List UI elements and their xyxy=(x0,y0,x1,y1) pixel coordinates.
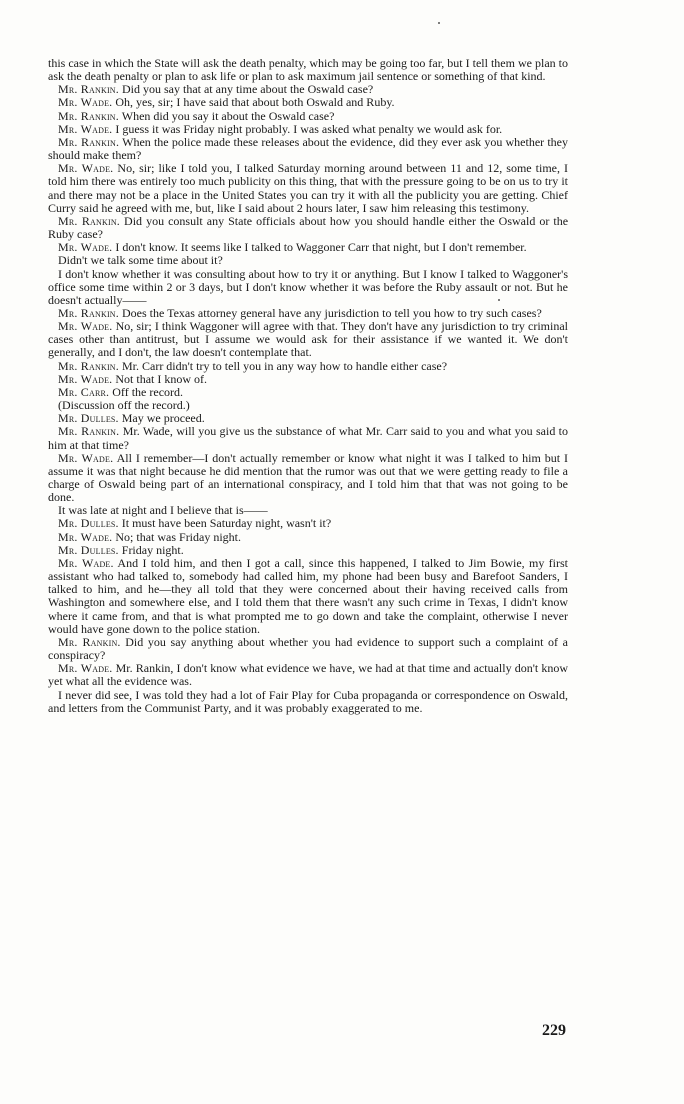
speech-text: No, sir; I think Waggoner will agree with that. They don't have any jurisdiction to try criminal cases other than antitrust, but I assume we would ask for their assistance if we wanted it. We don't generally, and I don't, the law doesn't contemplate that. xyxy=(48,319,569,360)
speaker-name: Mr. Wade. xyxy=(58,240,113,255)
speech-text: I don't know. It seems like I talked to Waggoner Carr that night, but I don't remember. xyxy=(115,240,527,255)
speech-text: (Discussion off the record.) xyxy=(58,398,190,413)
speech-text: Does the Texas attorney general have any jurisdiction to tell you how to try such cases? xyxy=(121,305,542,320)
speech-text: When did you say it about the Oswald case? xyxy=(121,108,335,123)
speaker-name: Mr. Dulles. xyxy=(58,411,119,426)
speaker-name: Mr. Wade. xyxy=(58,121,113,136)
speaker-name: Mr. Rankin. xyxy=(58,358,119,373)
speaker-name: Mr. Wade. xyxy=(58,371,113,386)
speaker-name: Mr. Carr. xyxy=(58,384,110,399)
speech-text: Mr. Wade, will you give us the substance of what Mr. Carr said to you and what you said to him at that time? xyxy=(48,424,569,452)
transcript-paragraph xyxy=(48,268,568,307)
speech-text: When the police made these releases about the evidence, did they ever ask you whether they should make them? xyxy=(48,134,568,163)
speech-text: Not that I know of. xyxy=(115,371,208,386)
transcript-paragraph xyxy=(48,689,568,715)
transcript-paragraph xyxy=(48,162,568,215)
speech-text: It must have been Saturday night, wasn't it? xyxy=(121,516,332,531)
speech-text: I never did see, I was told they had a lot of Fair Play for Cuba propaganda or correspondence on Oswald, and letters from the Communist Party, and it was probably exaggerated to me. xyxy=(48,687,568,715)
speech-text: All I remember—I don't actually remember or know what night it was I talked to him but I assume it was that night because he did mention that the rumor was out that we were getting ready to file a charge of Oswald being part of an international conspiracy, and I told him that that was not going to be done. xyxy=(48,450,569,505)
speaker-name: Mr. Rankin. xyxy=(58,424,120,439)
speaker-name: Mr. Rankin. xyxy=(58,634,121,649)
speech-text: Did you say anything about whether you had evidence to support such a complaint of a conspiracy? xyxy=(48,634,569,663)
speech-text: this case in which the State will ask the death penalty, which may be going too far, but I tell them we plan to ask the death penalty or plan to ask life or plan to ask maximum jail sentence or something of that kind. xyxy=(48,56,568,84)
speaker-name: Mr. Wade. xyxy=(58,161,114,176)
transcript-body xyxy=(48,57,568,715)
speech-text: I guess it was Friday night probably. I was asked what penalty we would ask for. xyxy=(115,121,503,136)
speech-text: No, sir; like I told you, I talked Saturday morning around between 11 and 12, some time, I told him there was entirely too much publicity on this thing, that with the pressure going to be on us to try it and there may not be a place in the United States you can try it with all the publicity you are getting. Chief Curry said he agreed with me, but, like I said about 2 hours later, I saw him releasing this testimony. xyxy=(48,161,569,215)
speech-text: Oh, yes, sir; I have said that about both Oswald and Ruby. xyxy=(115,95,395,110)
transcript-paragraph xyxy=(48,215,568,241)
transcript-paragraph xyxy=(48,57,568,83)
speaker-name: Mr. Wade. xyxy=(58,529,113,544)
speaker-name: Mr. Rankin. xyxy=(58,213,121,228)
speaker-name: Mr. Wade. xyxy=(58,95,113,110)
speech-text: May we proceed. xyxy=(121,411,205,426)
speech-text: And I told him, and then I got a call, since this happened, I talked to Jim Bowie, my first assistant who had talked to, somebody had called him, my phone had been busy and Barefoot Sanders, I talked to him, and he—they all told that they were concerned about their having received calls from Washington and somewhere else, and I told them that there wasn't any such crime in Texas, I didn't know where it came from, and that is what prompted me to go down and take the complaint, otherwise I never would have gone down to the police station. xyxy=(48,555,569,636)
speech-text: I don't know whether it was consulting about how to try it or anything. But I know I talked to Waggoner's office some time within 2 or 3 days, but I don't know whether it was before the Ruby assault or not. But he doesn't actually—— xyxy=(48,266,568,307)
speech-text: Off the record. xyxy=(112,384,184,399)
speaker-name: Mr. Rankin. xyxy=(58,82,119,97)
page-number: 229 xyxy=(542,1022,566,1039)
speech-text: It was late at night and I believe that is—— xyxy=(58,503,268,518)
speech-text: Did you say that at any time about the Oswald case? xyxy=(121,82,374,97)
transcript-paragraph xyxy=(48,425,568,451)
speaker-name: Mr. Wade. xyxy=(58,661,113,676)
speaker-name: Mr. Dulles. xyxy=(58,542,119,557)
speaker-name: Mr. Rankin. xyxy=(58,108,119,123)
transcript-paragraph xyxy=(48,636,568,662)
speaker-name: Mr. Wade. xyxy=(58,450,114,465)
speaker-name: Mr. Wade. xyxy=(58,555,114,570)
speech-text: Friday night. xyxy=(121,542,184,557)
speaker-name: Mr. Rankin. xyxy=(58,305,119,320)
transcript-paragraph xyxy=(48,662,568,688)
speaker-name: Mr. Rankin. xyxy=(58,134,120,149)
transcript-paragraph xyxy=(48,452,568,505)
speech-text: Did you consult any State officials about how you should handle either the Oswald or the Ruby case? xyxy=(48,213,569,242)
transcript-paragraph xyxy=(48,320,568,359)
speech-text: Mr. Rankin, I don't know what evidence we have, we had at that time and actually don't know yet what all the evidence was. xyxy=(48,661,568,689)
speech-text: Mr. Carr didn't try to tell you in any way how to handle either case? xyxy=(121,358,448,373)
speech-text: No; that was Friday night. xyxy=(115,529,242,544)
speaker-name: Mr. Dulles. xyxy=(58,516,119,531)
transcript-paragraph xyxy=(48,136,568,162)
scan-speck xyxy=(438,22,440,24)
speech-text: Didn't we talk some time about it? xyxy=(58,253,223,268)
scan-speck xyxy=(498,299,500,301)
transcript-paragraph xyxy=(48,557,568,636)
speaker-name: Mr. Wade. xyxy=(58,319,113,334)
